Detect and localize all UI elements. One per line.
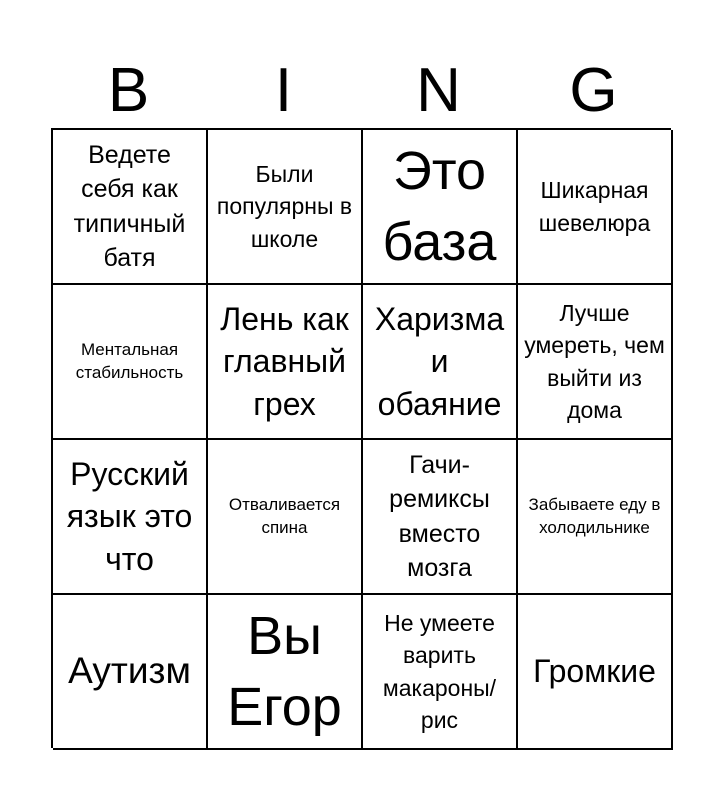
bingo-cell[interactable]: Ментальная стабильность (53, 285, 208, 440)
header-letter-i: I (274, 56, 293, 125)
bingo-cell[interactable]: Громкие (518, 595, 673, 750)
bingo-cell[interactable]: Были популярны в школе (208, 130, 363, 285)
header-letter-g: G (569, 56, 618, 125)
bingo-cell[interactable]: Забываете еду в холодильнике (518, 440, 673, 595)
bingo-cell[interactable]: Не умеете варить макароны/рис (363, 595, 518, 750)
bingo-cell[interactable]: Аутизм (53, 595, 208, 750)
bingo-cell[interactable]: Отваливается спина (208, 440, 363, 595)
bingo-cell[interactable]: Лень как главный грех (208, 285, 363, 440)
bingo-cell[interactable]: Вы Егор (208, 595, 363, 750)
bingo-cell[interactable]: Это база (363, 130, 518, 285)
bingo-cell[interactable]: Русский язык это что (53, 440, 208, 595)
header-letter-n: N (416, 56, 461, 125)
header-letter-b: B (107, 56, 150, 125)
bingo-cell[interactable]: Гачи-ремиксы вместо мозга (363, 440, 518, 595)
bingo-cell[interactable]: Шикарная шевелюра (518, 130, 673, 285)
bingo-cell[interactable]: Ведете себя как типичный батя (53, 130, 208, 285)
bingo-header (51, 56, 671, 126)
bingo-grid (51, 128, 671, 748)
bingo-cell[interactable]: Харизма и обаяние (363, 285, 518, 440)
bingo-cell[interactable]: Лучше умереть, чем выйти из дома (518, 285, 673, 440)
